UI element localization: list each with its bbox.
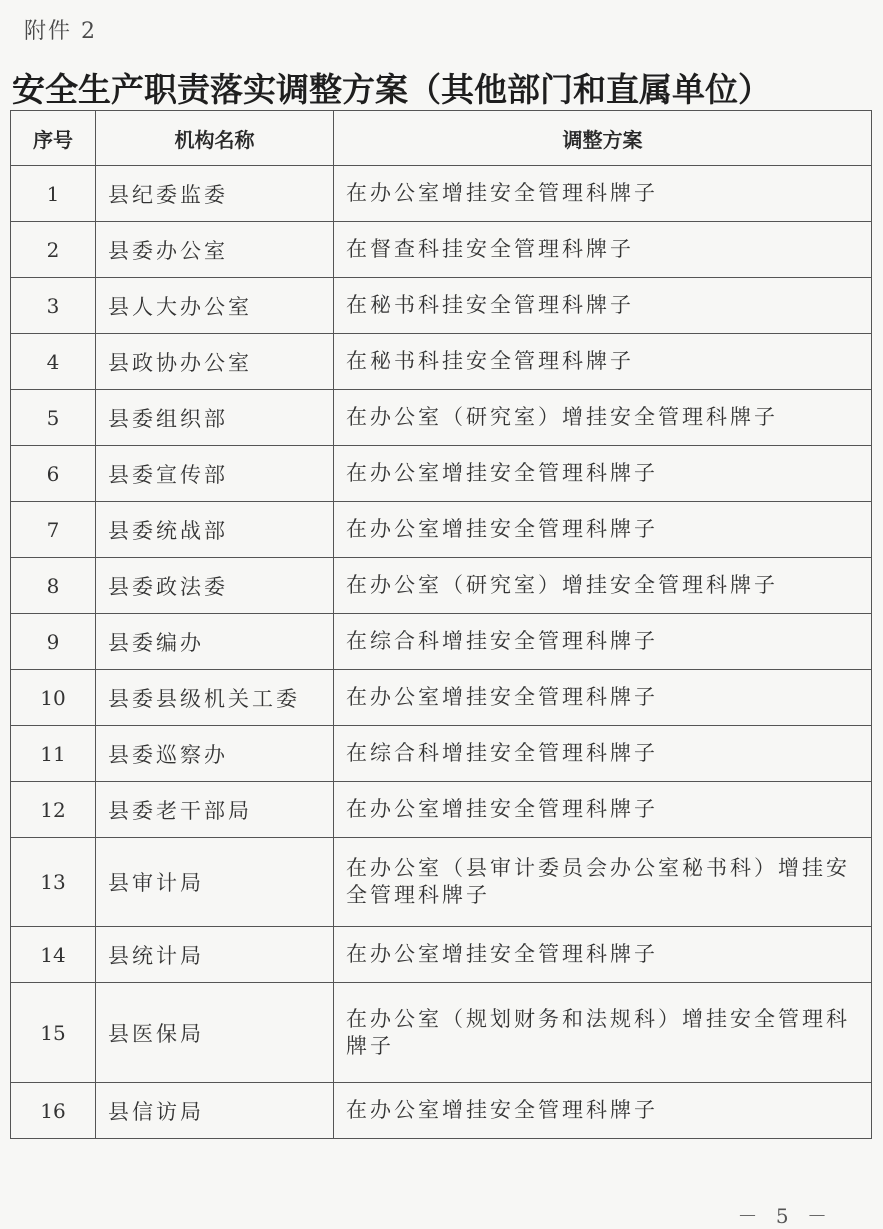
row-plan: 在督查科挂安全管理科牌子 [334,222,872,278]
row-number: 11 [11,726,96,782]
row-number: 12 [11,782,96,838]
row-plan: 在秘书科挂安全管理科牌子 [334,278,872,334]
row-number: 8 [11,558,96,614]
table-row [11,1083,872,1139]
row-org-name: 县委统战部 [96,502,334,558]
table-row [11,782,872,838]
row-plan: 在秘书科挂安全管理科牌子 [334,334,872,390]
table-row [11,670,872,726]
row-number: 16 [11,1083,96,1139]
row-number: 13 [11,838,96,927]
row-number: 9 [11,614,96,670]
adjustment-table [10,110,872,1139]
row-org-name: 县委巡察办 [96,726,334,782]
row-number: 2 [11,222,96,278]
header-serial-number: 序号 [11,111,96,166]
row-org-name: 县人大办公室 [96,278,334,334]
row-plan: 在综合科增挂安全管理科牌子 [334,726,872,782]
table-row [11,222,872,278]
row-number: 6 [11,446,96,502]
row-plan: 在办公室（研究室）增挂安全管理科牌子 [334,558,872,614]
table-row [11,502,872,558]
row-org-name: 县委组织部 [96,390,334,446]
row-number: 1 [11,166,96,222]
table-row [11,726,872,782]
row-org-name: 县统计局 [96,927,334,983]
row-number: 5 [11,390,96,446]
row-plan: 在办公室（规划财务和法规科）增挂安全管理科牌子 [334,983,872,1083]
row-org-name: 县医保局 [96,983,334,1083]
row-org-name: 县委宣传部 [96,446,334,502]
page-number: － 5 － [737,1204,833,1228]
row-plan: 在办公室增挂安全管理科牌子 [334,446,872,502]
row-plan: 在办公室（县审计委员会办公室秘书科）增挂安全管理科牌子 [334,838,872,927]
table-row [11,614,872,670]
row-plan: 在办公室（研究室）增挂安全管理科牌子 [334,390,872,446]
row-number: 4 [11,334,96,390]
header-adjustment-plan: 调整方案 [334,111,872,166]
row-org-name: 县委老干部局 [96,782,334,838]
row-number: 3 [11,278,96,334]
row-org-name: 县委办公室 [96,222,334,278]
row-number: 15 [11,983,96,1083]
table-row [11,166,872,222]
row-org-name: 县纪委监委 [96,166,334,222]
row-plan: 在办公室增挂安全管理科牌子 [334,502,872,558]
header-org-name: 机构名称 [96,111,334,166]
row-org-name: 县委县级机关工委 [96,670,334,726]
table-row [11,446,872,502]
adjustment-table-container [10,110,871,1139]
table-row [11,927,872,983]
table-row [11,838,872,927]
row-plan: 在办公室增挂安全管理科牌子 [334,782,872,838]
attachment-label: 附件 2 [24,19,97,44]
document-title: 安全生产职责落实调整方案（其他部门和直属单位） [12,70,771,109]
row-plan: 在办公室增挂安全管理科牌子 [334,670,872,726]
table-row [11,983,872,1083]
row-org-name: 县委编办 [96,614,334,670]
row-plan: 在办公室增挂安全管理科牌子 [334,166,872,222]
row-number: 7 [11,502,96,558]
row-org-name: 县委政法委 [96,558,334,614]
table-row [11,334,872,390]
row-plan: 在办公室增挂安全管理科牌子 [334,1083,872,1139]
row-number: 14 [11,927,96,983]
row-org-name: 县信访局 [96,1083,334,1139]
row-org-name: 县审计局 [96,838,334,927]
table-header-row [11,111,872,166]
row-plan: 在综合科增挂安全管理科牌子 [334,614,872,670]
table-row [11,558,872,614]
table-row [11,278,872,334]
table-row [11,390,872,446]
row-org-name: 县政协办公室 [96,334,334,390]
row-plan: 在办公室增挂安全管理科牌子 [334,927,872,983]
row-number: 10 [11,670,96,726]
